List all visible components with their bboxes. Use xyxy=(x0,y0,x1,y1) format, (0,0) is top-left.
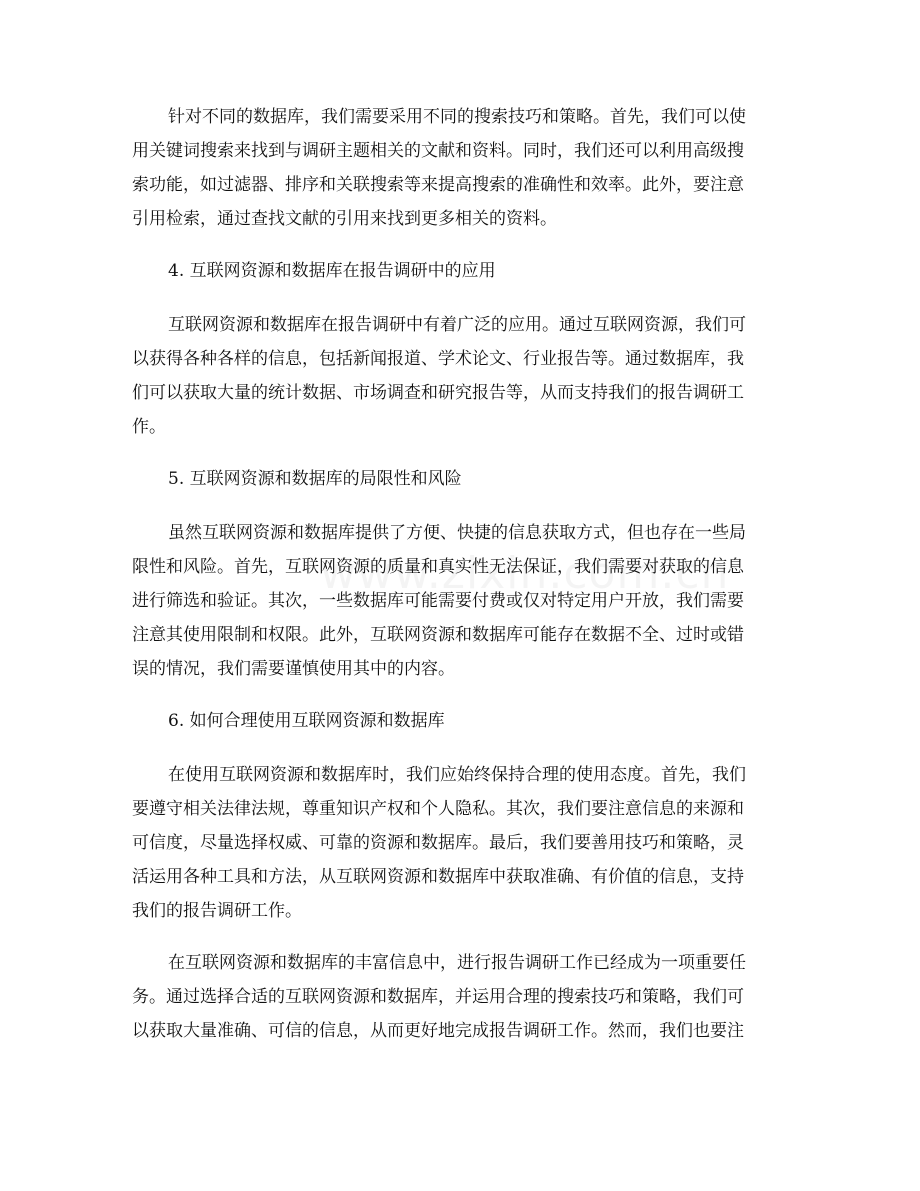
paragraph-line xyxy=(132,410,788,444)
paragraph-line xyxy=(132,980,788,1014)
line-text: 互联网资源和数据库在报告调研中有着广泛的应用。通过互联网资源，我们可 xyxy=(168,315,746,335)
line-text: 虽然互联网资源和数据库提供了方便、快捷的信息获取方式，但也存在一些局 xyxy=(168,523,746,543)
paragraph-line xyxy=(132,376,788,410)
paragraph-line xyxy=(168,758,788,792)
line-text: 务。通过选择合适的互联网资源和数据库，并运用合理的搜索技巧和策略，我们可 xyxy=(132,987,744,1007)
line-text: 在互联网资源和数据库的丰富信息中，进行报告调研工作已经成为一项重要任 xyxy=(168,953,746,973)
line-text: 以获得各种各样的信息，包括新闻报道、学术论文、行业报告等。通过数据库，我 xyxy=(132,349,744,369)
paragraph-line xyxy=(132,342,788,376)
line-text: 注意其使用限制和权限。此外，互联网资源和数据库可能存在数据不全、过时或错 xyxy=(132,625,744,645)
paragraph-line xyxy=(132,618,788,652)
line-text: 要遵守相关法律法规，尊重知识产权和个人隐私。其次，我们要注意信息的来源和 xyxy=(132,799,744,819)
paragraph-line xyxy=(168,100,788,134)
paragraph-line xyxy=(168,516,788,550)
paragraph-line xyxy=(132,584,788,618)
line-text: 以获取大量准确、可信的信息，从而更好地完成报告调研工作。然而，我们也要注 xyxy=(132,1021,744,1041)
paragraph-line xyxy=(132,202,788,236)
line-text: 我们的报告调研工作。 xyxy=(132,901,302,921)
line-text: 引用检索，通过查找文献的引用来找到更多相关的资料。 xyxy=(132,209,557,229)
paragraph-line xyxy=(132,1014,788,1048)
paragraph-reasonable-use xyxy=(132,758,788,928)
paragraph-line xyxy=(132,792,788,826)
line-text: 进行筛选和验证。其次，一些数据库可能需要付费或仅对特定用户开放，我们需要 xyxy=(132,591,744,611)
line-text: 用关键词搜索来找到与调研主题相关的文献和资料。同时，我们还可以利用高级搜 xyxy=(132,141,744,161)
line-text: 索功能，如过滤器、排序和关联搜索等来提高搜索的准确性和效率。此外，要注意 xyxy=(132,175,744,195)
paragraph-conclusion xyxy=(132,946,788,1048)
paragraph-line xyxy=(132,860,788,894)
paragraph-line xyxy=(132,134,788,168)
line-text: 针对不同的数据库，我们需要采用不同的搜索技巧和策略。首先，我们可以使 xyxy=(168,107,746,127)
line-text: 作。 xyxy=(132,417,166,437)
paragraph-line xyxy=(132,652,788,686)
line-text: 们可以获取大量的统计数据、市场调查和研究报告等，从而支持我们的报告调研工 xyxy=(132,383,744,403)
line-text: 活运用各种工具和方法，从互联网资源和数据库中获取准确、有价值的信息，支持 xyxy=(132,867,744,887)
paragraph-limitations xyxy=(132,516,788,686)
paragraph-line xyxy=(132,826,788,860)
paragraph-search-strategies xyxy=(132,100,788,236)
section-heading-5: 5. 互联网资源和数据库的局限性和风险 xyxy=(168,469,462,489)
line-text: 误的情况，我们需要谨慎使用其中的内容。 xyxy=(132,659,455,679)
paragraph-line xyxy=(168,946,788,980)
paragraph-line xyxy=(132,168,788,202)
line-text: 可信度，尽量选择权威、可靠的资源和数据库。最后，我们要善用技巧和策略，灵 xyxy=(132,833,744,853)
paragraph-line xyxy=(132,894,788,928)
paragraph-applications xyxy=(132,308,788,444)
section-heading-6: 6. 如何合理使用互联网资源和数据库 xyxy=(168,711,445,731)
section-heading-4: 4. 互联网资源和数据库在报告调研中的应用 xyxy=(168,261,496,281)
paragraph-line xyxy=(132,550,788,584)
line-text: 在使用互联网资源和数据库时，我们应始终保持合理的使用态度。首先，我们 xyxy=(168,765,746,785)
paragraph-line xyxy=(168,308,788,342)
line-text: 限性和风险。首先，互联网资源的质量和真实性无法保证，我们需要对获取的信息 xyxy=(132,557,744,577)
